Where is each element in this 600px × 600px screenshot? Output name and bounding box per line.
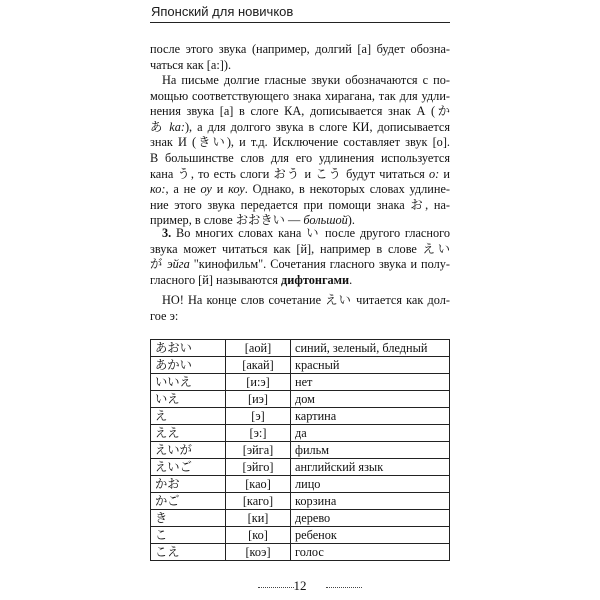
meaning-cell: фильм xyxy=(291,442,450,459)
meaning-cell: ребенок xyxy=(291,527,450,544)
text-line: гое э: xyxy=(150,308,179,323)
table-row xyxy=(151,476,450,493)
meaning-cell: лицо xyxy=(291,476,450,493)
paragraph-long-vowels xyxy=(150,73,450,229)
kana-cell: こえ xyxy=(151,544,226,561)
paragraph-diphthongs xyxy=(150,226,450,288)
kana-cell: かお xyxy=(151,476,226,493)
kana-cell: いいえ xyxy=(151,374,226,391)
page-number: 12 xyxy=(293,578,307,593)
text-line: мощью соответствующего знака хирагана, так для удли- xyxy=(150,88,450,103)
table-row xyxy=(151,340,450,357)
reading-cell: [каго] xyxy=(226,493,291,510)
reading-cell: [иэ] xyxy=(226,391,291,408)
meaning-cell: красный xyxy=(291,357,450,374)
kana-cell: あかい xyxy=(151,357,226,374)
kana-cell: き xyxy=(151,510,226,527)
reading-cell: [эйго] xyxy=(226,459,291,476)
running-head: Японский для новичков xyxy=(151,4,294,19)
text-line: чаться как [а:]). xyxy=(150,57,232,72)
table-row xyxy=(151,357,450,374)
footer-dots-left xyxy=(258,587,294,588)
reading-cell: [и:э] xyxy=(226,374,291,391)
meaning-cell: голос xyxy=(291,544,450,561)
kana-cell: えいが xyxy=(151,442,226,459)
kana-cell: えいご xyxy=(151,459,226,476)
text-line: гласного [й] называются дифтонгами. xyxy=(150,272,353,287)
text-line: В большинстве слов для его удлинения используется xyxy=(150,150,450,165)
reading-cell: [акай] xyxy=(226,357,291,374)
kana-cell: ええ xyxy=(151,425,226,442)
table-row xyxy=(151,493,450,510)
footer-dots-right xyxy=(326,587,362,588)
paragraph-note xyxy=(150,293,450,324)
table-row xyxy=(151,425,450,442)
text-line: знак И (きい), и т.д. Исключение составляет звук [о]. xyxy=(150,135,450,150)
meaning-cell: картина xyxy=(291,408,450,425)
meaning-cell: да xyxy=(291,425,450,442)
vocabulary-table xyxy=(150,339,450,561)
reading-cell: [ко] xyxy=(226,527,291,544)
text-line: が эйга "кинофильм". Сочетания гласного звука и полу- xyxy=(150,257,450,272)
text-line: пример, в слове おおきい — большой). xyxy=(150,213,355,228)
kana-cell: かご xyxy=(151,493,226,510)
text-line: На письме долгие гласные звуки обозначаются с по- xyxy=(162,73,450,87)
reading-cell: [ки] xyxy=(226,510,291,527)
reading-cell: [аой] xyxy=(226,340,291,357)
reading-cell: [э:] xyxy=(226,425,291,442)
meaning-cell: дом xyxy=(291,391,450,408)
table-row xyxy=(151,408,450,425)
text-line: ко:, а не оу и коу. Однако, в некоторых словах удлине- xyxy=(150,182,451,197)
text-line: 3. Во многих словах кана い после другого гласного xyxy=(162,226,450,240)
text-line: после этого звука (например, долгий [а] будет обозна- xyxy=(150,42,450,56)
table-row xyxy=(151,510,450,527)
meaning-cell: нет xyxy=(291,374,450,391)
book-page xyxy=(150,0,450,600)
table-row xyxy=(151,391,450,408)
header-rule xyxy=(150,22,450,23)
table-row xyxy=(151,442,450,459)
text-line: НО! На конце слов сочетание えい читается как дол- xyxy=(162,293,450,307)
text-line: звука может читаться как [й], например в слове えい xyxy=(150,241,450,256)
reading-cell: [као] xyxy=(226,476,291,493)
text-line: ние этого звука передается при помощи знака お, на- xyxy=(150,197,450,212)
kana-cell: え xyxy=(151,408,226,425)
meaning-cell: английский язык xyxy=(291,459,450,476)
table-row xyxy=(151,459,450,476)
text-line: кана う, то есть слоги おう и こう будут читаться o: и xyxy=(150,166,450,181)
table-row xyxy=(151,374,450,391)
paragraph-continuation xyxy=(150,42,450,73)
reading-cell: [коэ] xyxy=(226,544,291,561)
meaning-cell: дерево xyxy=(291,510,450,527)
text-line: あ ka:), а для долгого звука в слоге КИ, дописывается xyxy=(150,119,451,134)
kana-cell: いえ xyxy=(151,391,226,408)
text-line: нения звука [а] в слоге КА, дописывается знак А (か xyxy=(150,104,450,119)
reading-cell: [эйга] xyxy=(226,442,291,459)
table-row xyxy=(151,527,450,544)
reading-cell: [э] xyxy=(226,408,291,425)
page-footer xyxy=(150,578,450,594)
kana-cell: あおい xyxy=(151,340,226,357)
meaning-cell: синий, зеленый, бледный xyxy=(291,340,450,357)
table-row xyxy=(151,544,450,561)
kana-cell: こ xyxy=(151,527,226,544)
meaning-cell: корзина xyxy=(291,493,450,510)
